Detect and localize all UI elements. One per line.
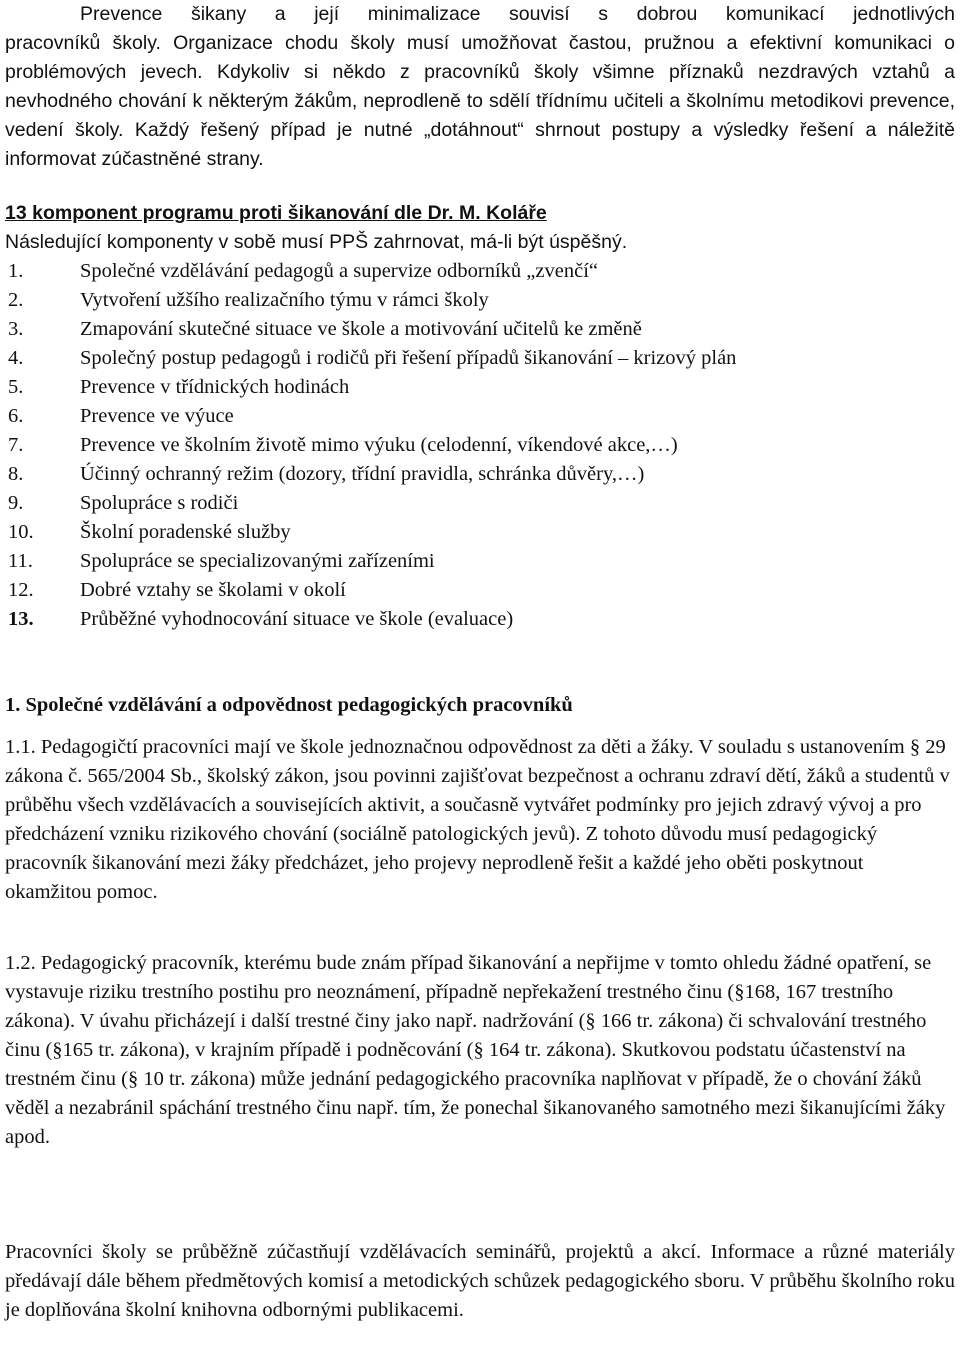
list-item-number: 2. bbox=[8, 289, 24, 311]
list-item-number: 6. bbox=[8, 405, 24, 427]
list-item bbox=[8, 344, 736, 373]
list-item-text: Prevence ve školním životě mimo výuku (celodenní, víkendové akce,…) bbox=[80, 434, 678, 456]
list-item-number: 7. bbox=[8, 434, 24, 456]
section-1-2-paragraph: 1.2. Pedagogický pracovník, kterému bude znám případ šikanování a nepřijme v tomto ohledu žádné opatření, se vystavuje riziku trestního postihu pro neoznámení, případně nepřekažení trestného činu (§168, 167 trestního zákona). V úvahu přicházejí i další trestné činy jako např. nadržování (§ 166 tr. zákona) či schvalování trestného činu (§165 tr. zákona), v krajním případě i podněcování (§ 164 tr. zákona). Skutkovou podstatu účastenství na trestném činu (§ 10 tr. zákona) může jednání pedagogického pracovníka naplňovat v případě, že o chování žáků věděl a nezabránil spáchání trestného činu např. tím, že ponechal šikanovaného samotného mezi šikanujícími žáky apod. bbox=[5, 952, 946, 1148]
program-heading: 13 komponent programu proti šikanování dle Dr. M. Koláře bbox=[5, 202, 547, 224]
list-item-text: Prevence v třídnických hodinách bbox=[80, 376, 350, 398]
list-item-number: 4. bbox=[8, 347, 24, 369]
list-item bbox=[8, 576, 736, 605]
list-item-number: 8. bbox=[8, 463, 24, 485]
list-item-text: Společný postup pedagogů i rodičů při řešení případů šikanování – krizový plán bbox=[80, 347, 737, 369]
intro-first-line: Prevence šikany a její minimalizace souvisí s dobrou komunikací jednotlivých bbox=[80, 3, 955, 25]
list-item bbox=[8, 547, 736, 576]
list-item bbox=[8, 257, 736, 286]
list-item bbox=[8, 518, 736, 547]
list-item-text: Prevence ve výuce bbox=[80, 405, 234, 427]
list-item-number: 9. bbox=[8, 492, 24, 514]
list-item-number: 3. bbox=[8, 318, 24, 340]
list-item-number: 12. bbox=[8, 579, 34, 601]
list-item-text: Průběžné vyhodnocování situace ve škole (evaluace) bbox=[80, 608, 514, 630]
list-item-text: Dobré vztahy se školami v okolí bbox=[80, 579, 346, 601]
list-item bbox=[8, 286, 736, 315]
list-item bbox=[8, 402, 736, 431]
list-item-text: Spolupráce s rodiči bbox=[80, 492, 239, 514]
closing-paragraph: Pracovníci školy se průběžně zúčastňují vzdělávacích seminářů, projektů a akcí. Informace a různé materiály předávají dále během předmětových komisí a metodických schůzek pedagogického sboru. V průběhu školního roku je doplňována školní knihovna odbornými publikacemi. bbox=[5, 1241, 955, 1321]
list-item-number: 11. bbox=[8, 550, 33, 572]
program-component-list bbox=[8, 257, 736, 634]
section-1-heading: 1. Společné vzdělávání a odpovědnost pedagogických pracovníků bbox=[5, 694, 573, 716]
program-lead: Následující komponenty v sobě musí PPŠ zahrnovat, má-li být úspěšný. bbox=[5, 231, 628, 253]
list-item bbox=[8, 460, 736, 489]
intro-paragraph: pracovníků školy. Organizace chodu školy musí umožňovat častou, pružnou a efektivní komunikaci o problémových jevech. Kdykoliv si někdo z pracovníků školy všimne příznaků nezdravých vztahů a nevhodného chování k některým žákům, neprodleně to sdělí třídnímu učiteli a školnímu metodikovi prevence, vedení školy. Každý řešený případ je nutné „dotáhnout“ shrnout postupy a výsledky řešení a náležitě informovat zúčastněné strany. bbox=[5, 32, 955, 170]
list-item-text: Zmapování skutečné situace ve škole a motivování učitelů ke změně bbox=[80, 318, 642, 340]
list-item bbox=[8, 315, 736, 344]
list-item-text: Školní poradenské služby bbox=[80, 521, 291, 543]
section-1-1-paragraph: 1.1. Pedagogičtí pracovníci mají ve škole jednoznačnou odpovědnost za děti a žáky. V souladu s ustanovením § 29 zákona č. 565/2004 Sb., školský zákon, jsou povinni zajišťovat bezpečnost a ochranu zdraví dětí, žáků a studentů v průběhu všech vzdělávacích a souvisejících aktivit, a současně vytvářet podmínky pro jejich zdravý vývoj a pro předcházení vzniku rizikového chování (sociálně patologických jevů). Z tohoto důvodu musí pedagogický pracovník šikanování mezi žáky předcházet, jeho projevy neprodleně řešit a každé jeho oběti poskytnout okamžitou pomoc. bbox=[5, 736, 950, 903]
list-item-number: 5. bbox=[8, 376, 24, 398]
list-item bbox=[8, 373, 736, 402]
list-item bbox=[8, 605, 736, 634]
list-item-number: 1. bbox=[8, 260, 24, 282]
list-item-text: Spolupráce se specializovanými zařízeními bbox=[80, 550, 435, 572]
list-item-text: Společné vzdělávání pedagogů a supervize odborníků „zvenčí“ bbox=[80, 260, 598, 282]
list-item bbox=[8, 489, 736, 518]
list-item bbox=[8, 431, 736, 460]
list-item-text: Účinný ochranný režim (dozory, třídní pravidla, schránka důvěry,…) bbox=[80, 463, 645, 485]
list-item-text: Vytvoření užšího realizačního týmu v rámci školy bbox=[80, 289, 489, 311]
list-item-number: 13. bbox=[8, 608, 34, 630]
list-item-number: 10. bbox=[8, 521, 34, 543]
